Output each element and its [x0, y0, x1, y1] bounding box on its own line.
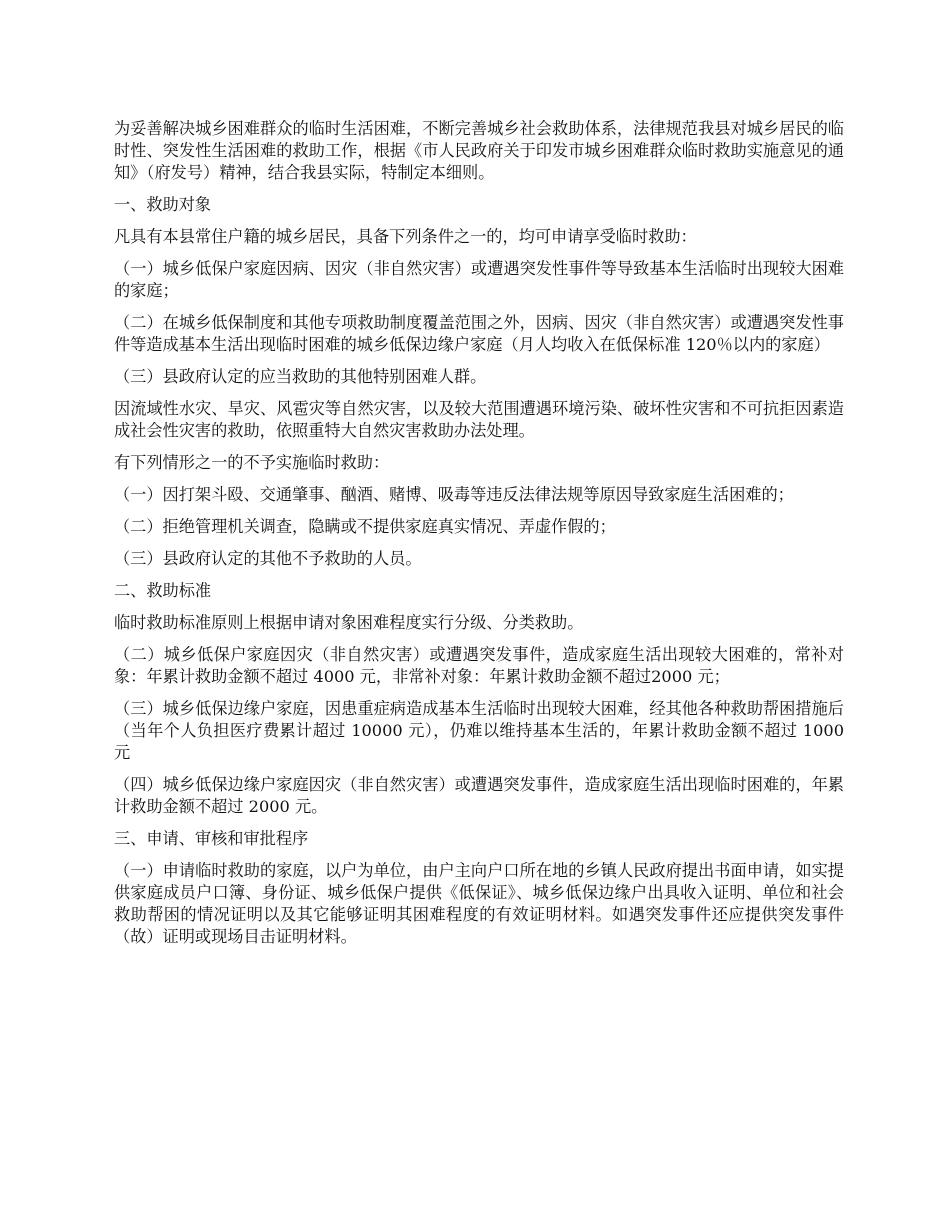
- paragraph-natural-disaster: 因流域性水灾、旱灾、风雹灾等自然灾害，以及较大范围遭遇环境污染、破坏性灾害和不可抗拒因素造成社会性灾害的救助，依照重特大自然灾害救助办法处理。: [114, 399, 844, 440]
- paragraph-eligibility: 凡具有本县常住户籍的城乡居民，具备下列条件之一的，均可申请享受临时救助：: [114, 227, 697, 246]
- section-heading-standards: 二、救助标准: [114, 581, 212, 600]
- paragraph-eligibility-item-1: （一）城乡低保户家庭因病、因灾（非自然灾害）或遭遇突发性事件等导致基本生活临时出现较大困难的家庭；: [114, 259, 844, 300]
- paragraph-eligibility-item-2: （二）在城乡低保制度和其他专项救助制度覆盖范围之外，因病、因灾（非自然灾害）或遭遇突发性事件等造成基本生活出现临时困难的城乡低保边缘户家庭（月人均收入在低保标准 120％以内的家庭）: [114, 313, 844, 354]
- paragraph-standards-principle: 临时救助标准原则上根据申请对象困难程度实行分级、分类救助。: [114, 613, 584, 632]
- paragraph-eligibility-item-3: （三）县政府认定的应当救助的其他特别困难人群。: [114, 367, 487, 386]
- paragraph-exclusion-item-1: （一）因打架斗殴、交通肇事、酗酒、赌博、吸毒等违反法律法规等原因导致家庭生活困难的；: [114, 485, 794, 504]
- paragraph-standard-item-4: （四）城乡低保边缘户家庭因灾（非自然灾害）或遭遇突发事件，造成家庭生活出现临时困难的，年累计救助金额不超过 2000 元。: [114, 775, 844, 816]
- intro-paragraph: 为妥善解决城乡困难群众的临时生活困难，不断完善城乡社会救助体系，法律规范我县对城乡居民的临时性、突发性生活困难的救助工作，根据《市人民政府关于印发市城乡困难群众临时救助实施意见的通知》（府发号）精神，结合我县实际，特制定本细则。: [114, 119, 844, 182]
- paragraph-exclusion-item-3: （三）县政府认定的其他不予救助的人员。: [114, 549, 422, 568]
- paragraph-exclusion-item-2: （二）拒绝管理机关调查，隐瞒或不提供家庭真实情况、弄虚作假的；: [114, 517, 616, 536]
- section-heading-procedure: 三、申请、审核和审批程序: [114, 829, 309, 848]
- paragraph-procedure-item-1: （一）申请临时救助的家庭，以户为单位，由户主向户口所在地的乡镇人民政府提出书面申请，如实提供家庭成员户口簿、身份证、城乡低保户提供《低保证》、城乡低保边缘户出具收入证明、单位和社会救助帮困的情况证明以及其它能够证明其困难程度的有效证明材料。如遇突发事件还应提供突发事件（故）证明或现场目击证明材料。: [114, 861, 844, 946]
- paragraph-exclusions: 有下列情形之一的不予实施临时救助：: [114, 453, 390, 472]
- document-page: [114, 118, 844, 958]
- section-heading-recipients: 一、救助对象: [114, 195, 212, 214]
- paragraph-standard-item-3: （三）城乡低保边缘户家庭，因患重症病造成基本生活临时出现较大困难，经其他各种救助帮困措施后（当年个人负担医疗费累计超过 10000 元），仍难以维持基本生活的，年累计救助金额不超过 1000 元: [114, 699, 844, 762]
- paragraph-standard-item-2: （二）城乡低保户家庭因灾（非自然灾害）或遭遇突发事件，造成家庭生活出现较大困难的，常补对象：年累计救助金额不超过 4000 元，非常补对象：年累计救助金额不超过2000 元；: [114, 645, 844, 686]
